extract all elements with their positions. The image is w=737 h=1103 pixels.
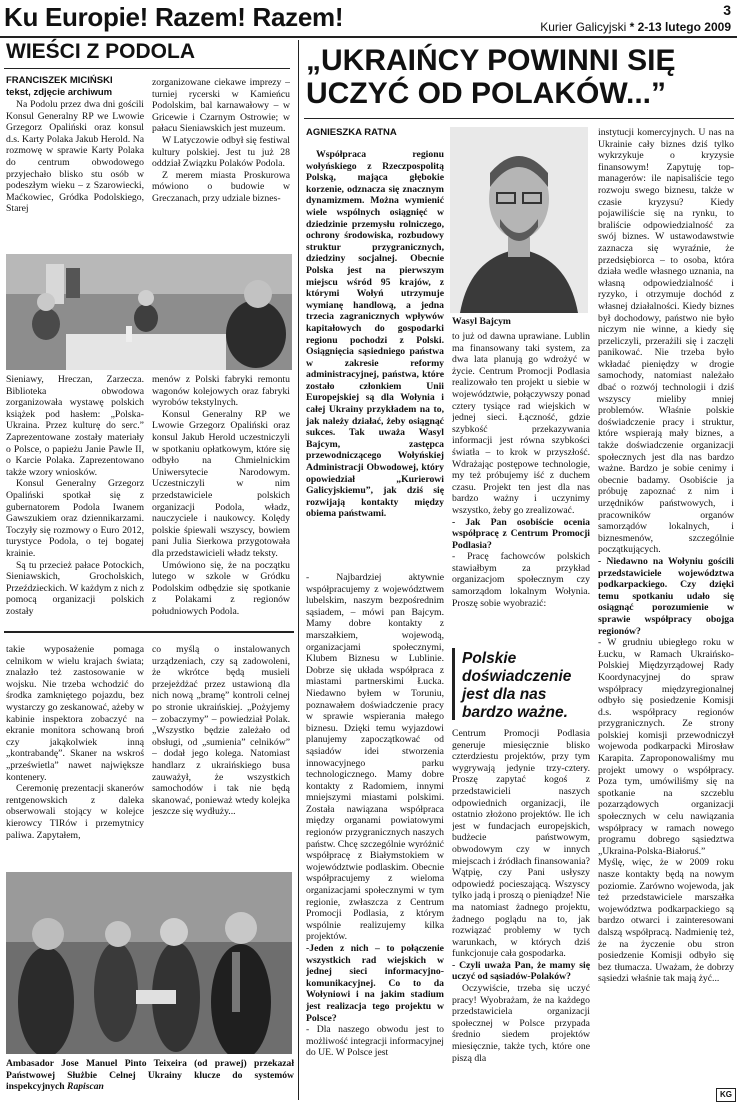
- left-author: FRANCISZEK MICIŃSKI: [6, 75, 113, 86]
- paragraph: W Latyczowie odbył się festiwal kultury polskiej. Jest tu już 28 oddział Związku Polaków Podola.: [152, 134, 290, 170]
- ceremony-photo-image: [6, 872, 292, 1054]
- meeting-photo: [6, 254, 292, 370]
- paragraph: Sieniawy, Hreczan, Zarzecza. Biblioteka obwodowa zorganizowała wystawę polskich książek pod hasłem: „Polska-Ukraina. Przez kulturę do serc.” Zaprezentowane zostały materiały o Polsce, o papieżu Janie Pawle II, o Karcie Polaka. Zaprezentowano także wzory wniosków.: [6, 374, 144, 478]
- meeting-photo-image: [6, 254, 292, 370]
- end-mark: KG: [716, 1088, 736, 1102]
- column-divider: [298, 40, 299, 1100]
- caption-italic: Rapiscan: [67, 1081, 104, 1092]
- left-col1-mid: [6, 374, 144, 618]
- paragraph: - Pracę fachowców polskich stawiałbym za przykład organizacjom społecznym czy samorządom lokalnym Wołynia. Proszę sobie wyobrazić:: [452, 551, 590, 609]
- right-col1: [306, 572, 444, 1094]
- lower-col2: [152, 644, 290, 862]
- paragraph: Umówiono się, że na początku lutego w szkole w Gródku Podolskim odbędzie się spotkanie z Polakami z regionów południowych Podola.: [152, 559, 290, 617]
- question: - Czyli uważa Pan, że mamy się uczyć od sąsiadów-Polaków?: [452, 959, 590, 983]
- paragraph: Są tu przecież pałace Potockich, Sieniawskich, Grocholskich, Przeździeckich. W każdym z nich z pomocą organizacji polskich zostały: [6, 559, 144, 617]
- left-article-title: WIEŚCI Z PODOLA: [6, 40, 195, 63]
- question: - Niedawno na Wołyniu gościli przedstawiciele województwa podkarpackiego. Czy dzięki temu spotkaniu udało się osiągnąć porozumienie w sprawie współpracy obojga regionów?: [598, 555, 734, 637]
- paragraph: takie wyposażenie pomaga celnikom w wielu krajach świata; znalazło też zastosowanie w wojsku. Nie trzeba wchodzić do środka zamkniętego pojazdu, bez wystarczy go zeskanować, ażeby w kabinie inspektora zobaczyć na ekranie monitora schowaną broń czy jakąkolwiek inną „kontrabandę”. Skaner na wskroś „prześwietla” nawet największe kontenery.: [6, 644, 144, 783]
- paragraph: Na Podolu przez dwa dni gościli Konsul Generalny RP we Lwowie Grzegorz Opaliński oraz konsul d.s. Karty Polaka Jakub Herold. Na rozmowę w sprawie Karty Polaka do centrum obwodowego przyjechało blisko stu osób w podeszłym wieku – z Szarowiecki, Maćkowiec, Gródka Podolskiego, Starej: [6, 99, 144, 215]
- right-title-rule: [304, 118, 734, 119]
- portrait-caption: Wasyl Bajcym: [452, 316, 511, 327]
- question: - Jak Pan osobiście ocenia współpracę z Centrum Promocji Podlasia?: [452, 516, 590, 551]
- masthead-title: Ku Europie! Razem! Razem!: [4, 2, 344, 32]
- left-article-separator: [4, 631, 294, 633]
- right-lead: [306, 149, 444, 567]
- left-author-note: tekst, zdjęcie archiwum: [6, 87, 113, 98]
- paragraph: zorganizowane ciekawe imprezy – turniej rycerski w Kamieńcu Podolskim, bal karnawałowy – w Gricewie i Czarnym Ostrowie; w pałacu Sieniawskich jest muzeum.: [152, 77, 290, 135]
- left-col1-top: [6, 99, 144, 251]
- header-rule: [0, 36, 737, 38]
- paragraph: Ceremonię prezentacji skanerów rentgenowskich z daleka obserwowali stojący w kolejce kierowcy TIRów i przemytnicy paliwa. Zapytałem,: [6, 783, 144, 841]
- right-article-title: „UKRAIŃCY POWINNI SIĘ UCZYĆ OD POLAKÓW...”: [306, 44, 676, 110]
- right-author: AGNIESZKA RATNA: [306, 127, 397, 138]
- paragraph: Oczywiście, trzeba się uczyć pracy! Wyobrażam, że na każdego przedstawiciela organizacji społecznej w Polsce przypada średnio siedem projektów miesięcznie, także tych, które one piszą dla: [452, 983, 590, 1064]
- lead-paragraph: Współpraca regionu wołyńskiego z Rzeczpospolitą Polską, mająca głębokie korzenie, odznacza się znacznym dynamizmem. Można wymienić wiele wspólnych osiągnięć w dziedzinie przemysłu rolniczego, ochrony środowiska, rozbudowy struktur przygranicznych, dziedziny socjalnej. Obecnie Polska jest na pierwszym miejscu wśród 95 krajów, z którymi Wołyń utrzymuje wymianę handlową, a jedna trzecia zagranicznych wpływów kapitałowych do gospodarki regionu pochodzi z Polski. Osiągnięcia sąsiedniego państwa w zakresie reformy administracyjnej, państwa, które zostało członkiem Unii Europejskiej są dla Wołynia i całej Ukrainy przykładem na to, jak należy działać, żeby osiągnąć sukces. Tak uważa Wasyl Bajcym, zastępca przewodniczącego Wołyńskiej Administracji Obwodowej, który opowiedział „Kurierowi Galicyjskiemu”, jak dziś się rozwijają kontakty między obiema państwami.: [306, 149, 444, 520]
- paragraph: - W grudniu ubiegłego roku w Łucku, w Ramach Ukraińsko-Polskiej Międzyrządowej Rady Koordynacyjnej do spraw współpracy międzyregionalnej odbyło się posiedzenie Komisji d.s. współpracy regionów przygranicznych. Ze strony polskiej komisji przewodniczył wojewoda podkarpacki Mirosław Karapita. Zaproponowaliśmy mu projekt umowy o współpracy. Poza tym, umówiliśmy się na spotkanie na szczeblu pozarządowych organizacji społecznych w celu nawiązania współpracy w ramach nowego programu dobrego sąsiedztwa „Ukraina-Polska-Białoruś.” Myślę, więc, że w 2009 roku nasze kontakty będą na nowym poziomie. Zarówno wojewoda, jak też przedstawiciele marszałka województwa podkarpackiego są bardzo otwarci i zainteresowani dalszą współpracą. Nadmienię też, że na życzenie obu stron posiedzenie Komisji odbyło się bez tłumacza. Uważam, że dobrzy sąsiedzi właśnie tak mają żyć...: [598, 637, 734, 985]
- page-number: 3: [723, 2, 731, 18]
- lower-col1: [6, 644, 144, 862]
- portrait-photo: [450, 127, 588, 313]
- left-col2-mid: [152, 374, 290, 618]
- caption-text: Ambasador Jose Manuel Pinto Teixeira (od prawej) przekazał Państwowej Służbie Celnej Ukrainy klucze do systemów inspekcyjnych: [6, 1058, 294, 1092]
- paragraph: Konsul Generalny Grzegorz Opaliński spotkał się z gubernatorem Podola Iwanem Gawszukiem oraz dziennikarzami. Toczyły się rozmowy o Euro 2012, turystyce Podola, o tej bogatej krainie.: [6, 478, 144, 559]
- question: -Jeden z nich – to połączenie wszystkich rad wiejskich w jednej sieci informacyjno-komunikacyjnej. Co to da Wołyniowi i na jakim stadium jest realizacja tego projektu w Polsce?: [306, 943, 444, 1024]
- right-col3: [598, 127, 734, 1087]
- paragraph: - Dla naszego obwodu jest to możliwość integracji informacyjnej do UE. W Polsce jest: [306, 1024, 444, 1059]
- paper-name: Kurier Galicyjski: [540, 20, 627, 34]
- paragraph: Z merem miasta Proskurowa mówiono o budowie w Greczanach, przy udziale biznes-: [152, 169, 290, 204]
- paragraph: to już od dawna uprawiane. Lublin ma finansowany taki system, za dwa lata planują go wdrożyć w życie. Centrum Promocji Podlasia realizowało ten projekt u siebie w województwie, połączywszy ponad cztery tysiące rad wiejskich w jednej sieci. Łączność, gdzie szybkość przekazywania informacji jest równa szybkości światła – to krok w przyszłość. Wdrażając postępowe technologie, my też próbujemy iść z duchem czasu. Projekt ten jest dla nas bardzo ważny i uczynimy wszystko, żeby go zrealizować.: [452, 331, 590, 516]
- paragraph: instytucji komercyjnych. U nas na Ukrainie cały biznes dziś tylko wykrzykuje o kryzysie finansowym! Zapytuję top-managerów: ile napisaliście tego rozwoju swego biznesu, także w czasie kryzysu? Kiedy pojawiliście się na rynku, to braliście odpowiedzialność za swój biznes. W ustawodawstwie zaznacza się wyraźnie, że przedsiębiorca – to osoba, która działa wedle własnego uznania, na własną odpowiedzialność i ryzyko, i otrzymuje dochód z własnej działalności. Kiedy biznes był dochodowy, państwo nie było niczym nie winne, a kiedy się przeliczyli, przerażili się i zaczęli panikować. Nie trzeba było wkładać pieniędzy w drogie samochody, natomiast należało dbać o rozwój technologii i dziś wszyscy mieliby mniej problemów. Właśnie polskie doświadczenie pracy i struktur, które wspierają mały biznes, a także doświadczenie organizacji społecznych jest dla nas bardzo ważne. Bardzo je sobie cenimy i obecnie badamy. Osobiście ja próbuję zapoznać z nim i urzędników państwowych, i pracowników organów samorządów lokalnych, i biznesmenów, szczególnie początkujących.: [598, 127, 734, 556]
- issue-date: * 2-13 lutego 2009: [629, 20, 731, 34]
- ceremony-photo-caption: [6, 1058, 294, 1100]
- left-col2-top: [152, 77, 290, 251]
- paragraph: co myślą o instalowanych urządzeniach, czy są zadowoleni, że wkrótce będą musieli przejeżdżać przez ustawioną dla nich nową „bramę” kontroli celnej po stronie ukraińskiej. „Pożyjemy – zobaczymy” – powiedział Polak. „Wszystko będzie zależało od obsługi, od „sumienia” celników” – dodał jego kolega. Natomiast handlarz z ukraińskiego busa zauważył, że wszystkich samochodów i tak nie będą skanować, ponieważ wtedy kolejka jeszcze się wydłuży...: [152, 644, 290, 818]
- paragraph: Konsul Generalny RP we Lwowie Grzegorz Opaliński oraz konsul Jakub Herold uczestniczyli w spotkaniu opłatkowym, które się odbyło na Chmielnickim Uniwersytecie Narodowym. Uczestniczyli w nim przedstawiciele polskich organizacji Podola, władz, nauczyciele i naukowcy. Kolędy polskie śpiewali wszyscy, bowiem pani Julia Sierkowa przygotowała dla przedstawicieli władz teksty.: [152, 408, 290, 559]
- pull-quote: Polskie doświadczenie jest dla nas bardzo ważne.: [462, 650, 572, 721]
- pull-quote-bar: [452, 648, 455, 720]
- paragraph: - Najbardziej aktywnie współpracujemy z województwem lubelskim, naszym bezpośrednim sąsiadem, – mówi pan Bajcym. Mamy dobre kontakty z marszałkiem, wojewodą, organizacjami społecznymi, Klubem Biznesu w Lublinie. Dobrze się układa współpraca z miastami partnerskimi Łucka. Niedawno byłem w Toruniu, poznawałem doświadczenie pracy w sprawie wspierania małego biznesu. Dzięki temu wyjazdowi planujemy zapoczątkować od sąsiadów idei stworzenia innowacyjnego parku technologicznego. Mamy dobre kontakty z Radomiem, innymi mniejszymi miastami polskimi. Została nawiązana współpraca między organami powiatowymi regionów przygranicznych naszych państw. Chcę szczególnie wyróżnić współpracę z Białymstokiem w województwie podlaskim. Obecnie współpracujemy z wieloma organizacjami społecznymi w tym regionie, zwłaszcza z Centrum Promocji Podlasia, z którym wspólnie realizujemy kilka projektów.: [306, 572, 444, 943]
- ceremony-photo: [6, 872, 292, 1054]
- right-col2-continued: [452, 728, 590, 1094]
- right-col2: [452, 331, 590, 641]
- paragraph: menów z Polski fabryki remontu wagonów kolejowych oraz fabryki wyrobów tekstylnych.: [152, 374, 290, 409]
- paper-info: [540, 20, 731, 34]
- left-title-rule: [4, 68, 290, 69]
- portrait-image: [450, 127, 588, 313]
- paragraph: Centrum Promocji Podlasia generuje miesięcznie blisko czterdziestu projektów, przy tym wygrywają jedynie trzy-cztery. Proszę zapytać kogoś z przedstawicieli naszych odpowiednich organizacji, ile ostatnio złożono projektów. Ile ich jest w fundacjach europejskich, budżecie państwowym, obwodowym czy w innych miejscach i źródłach finansowania? Wątpię, czy Pani usłyszy odpowiedź pocieszającą. Wszyscy tylko jadą i proszą o pieniądze! Nie ma natomiast żadnego projektu, żadnego poglądu na to, jak rozwiązać problemy w tych warunkach, w których dziś funkcjonuje cała gospodarka.: [452, 728, 590, 960]
